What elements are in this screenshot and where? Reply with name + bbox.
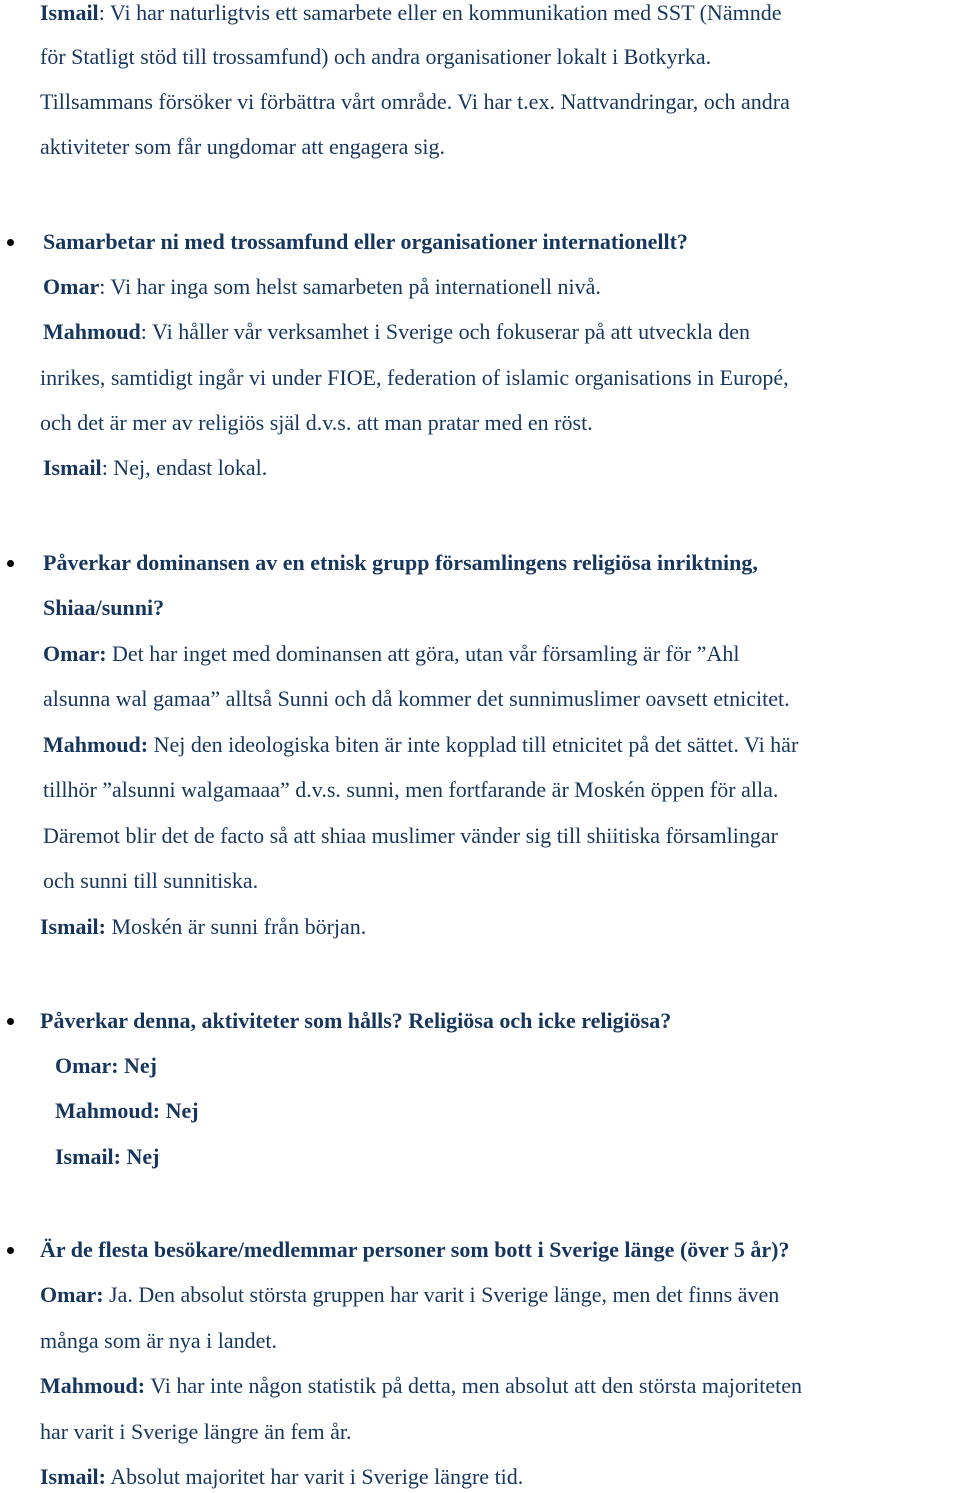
q3-ismail-answer: Ismail: Nej xyxy=(55,1144,160,1169)
speaker-omar: Omar: xyxy=(40,1282,104,1307)
q3-omar-answer: Omar: Nej xyxy=(55,1053,158,1078)
speaker-ismail: Ismail: xyxy=(40,1464,106,1489)
q2-omar-answer-line-1 xyxy=(43,641,739,667)
bullet-icon xyxy=(7,560,14,567)
q2-ismail-answer xyxy=(40,914,366,940)
speaker-mahmoud: Mahmoud xyxy=(43,319,141,344)
question-3: Påverkar denna, aktiviteter som hålls? Religiösa och icke religiösa? xyxy=(40,1008,672,1033)
q2-mahmoud-answer-line-3: Däremot blir det de facto så att shiaa muslimer vänder sig till shiitiska församlingar xyxy=(43,823,778,848)
question-2-line-2: Shiaa/sunni? xyxy=(43,595,165,620)
q4-omar-answer-line-2: många som är nya i landet. xyxy=(40,1328,278,1353)
speaker-mahmoud: Mahmoud: xyxy=(40,1373,146,1398)
bullet-icon xyxy=(7,239,14,246)
answer-text: : Vi har inga som helst samarbeten på internationell nivå. xyxy=(99,274,601,299)
q1-mahmoud-answer-line-3: och det är mer av religiös själ d.v.s. att man pratar med en röst. xyxy=(40,410,593,435)
q3-mahmoud-answer: Mahmoud: Nej xyxy=(55,1098,199,1123)
answer-text: : Nej, endast lokal. xyxy=(101,455,268,480)
q1-omar-answer xyxy=(43,274,601,300)
bullet-icon xyxy=(7,1247,14,1254)
bullet-icon xyxy=(7,1018,14,1025)
intro-line-3: Tillsammans försöker vi förbättra vårt område. Vi har t.ex. Nattvandringar, och andra xyxy=(40,89,790,114)
q4-mahmoud-answer-line-2: har varit i Sverige längre än fem år. xyxy=(40,1419,352,1444)
q4-omar-answer-line-1 xyxy=(40,1282,779,1308)
q2-omar-answer-line-2: alsunna wal gamaa” alltså Sunni och då kommer det sunnimuslimer oavsett etnicitet. xyxy=(43,686,790,711)
question-2-line-1: Påverkar dominansen av en etnisk grupp församlingens religiösa inriktning, xyxy=(43,550,758,575)
intro-line-2: för Statligt stöd till trossamfund) och andra organisationer lokalt i Botkyrka. xyxy=(40,44,712,69)
answer-text: Moskén är sunni från början. xyxy=(106,914,367,939)
answer-text: Det har inget med dominansen att göra, utan vår församling är för ”Ahl xyxy=(106,641,740,666)
speaker-mahmoud: Mahmoud: xyxy=(43,732,149,757)
speaker-ismail: Ismail xyxy=(43,455,102,480)
speaker-ismail: Ismail: xyxy=(40,914,106,939)
question-1: Samarbetar ni med trossamfund eller organisationer internationellt? xyxy=(43,229,688,254)
q1-ismail-answer xyxy=(43,455,267,481)
answer-text: Vi har inte någon statistik på detta, men absolut att den största majoriteten xyxy=(145,1373,803,1398)
answer-text: Absolut majoritet har varit i Sverige längre tid. xyxy=(106,1464,524,1489)
q1-mahmoud-answer-line-1 xyxy=(43,319,750,345)
answer-text: : Vi håller vår verksamhet i Sverige och fokuserar på att utveckla den xyxy=(140,319,750,344)
q4-mahmoud-answer-line-1 xyxy=(40,1373,802,1399)
intro-line-4: aktiviteter som får ungdomar att engagera sig. xyxy=(40,134,446,159)
q2-mahmoud-answer-line-1 xyxy=(43,732,798,758)
speaker-ismail: Ismail xyxy=(40,0,99,25)
answer-text: : Vi har naturligtvis ett samarbete eller en kommunikation med SST (Nämnde xyxy=(98,0,782,25)
q1-mahmoud-answer-line-2: inrikes, samtidigt ingår vi under FIOE, federation of islamic organisations in Europé, xyxy=(40,365,789,390)
q2-mahmoud-answer-line-4: och sunni till sunnitiska. xyxy=(43,868,259,893)
speaker-omar: Omar: xyxy=(43,641,107,666)
question-4: Är de flesta besökare/medlemmar personer som bott i Sverige länge (över 5 år)? xyxy=(40,1237,790,1262)
speaker-omar: Omar xyxy=(43,274,100,299)
intro-line-1 xyxy=(40,0,781,26)
q2-mahmoud-answer-line-2: tillhör ”alsunni walgamaaa” d.v.s. sunni, men fortfarande är Moskén öppen för alla. xyxy=(43,777,779,802)
answer-text: Ja. Den absolut största gruppen har varit i Sverige länge, men det finns även xyxy=(103,1282,780,1307)
q4-ismail-answer xyxy=(40,1464,523,1490)
answer-text: Nej den ideologiska biten är inte kopplad till etnicitet på det sättet. Vi här xyxy=(148,732,799,757)
